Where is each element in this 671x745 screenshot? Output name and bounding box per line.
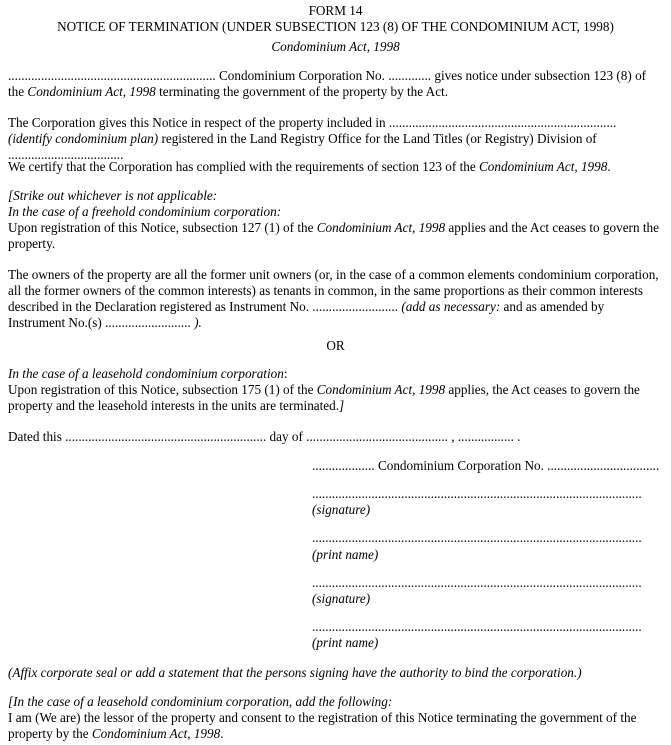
paragraph-property: The Corporation gives this Notice in respect of the property included in ..................................................................... (identify condominium plan) registered in the Land Registry Office for the Land Titles (or Registry) Division of ...................................: [8, 115, 617, 162]
freehold-text: Upon registration of this Notice, subsection 127 (1) of the Condominium Act, 1998 applies and the Act ceases to govern the property.: [8, 220, 659, 251]
lessor-section: [8, 694, 663, 742]
signature-line-2: ....................................................................................................: [312, 575, 642, 590]
signature-line-1: ....................................................................................................: [312, 486, 642, 501]
leasehold-text: Upon registration of this Notice, subsection 175 (1) of the Condominium Act, 1998 applies, the Act ceases to govern the property and the leasehold interests in the units are terminated.]: [8, 382, 640, 413]
print-name-label-2: (print name): [312, 635, 379, 650]
strike-instruction: [Strike out whichever is not applicable:: [8, 188, 218, 203]
paragraph-owners: The owners of the property are all the former unit owners (or, in the case of a common elements condominium corporation, all the former owners of the common interests) as tenants in common, in the same proportions as their common interests described in the Declaration registered as Instrument No. .......................... (add as necessary: and as amended by Instrument No.(s) .......................... ).: [8, 267, 659, 330]
print-name-line-2: ....................................................................................................: [312, 619, 642, 634]
lessor-consent-text: I am (We are) the lessor of the property and consent to the registration of this Notice terminating the government of the property by the Condominium Act, 1998.: [8, 710, 637, 741]
leasehold-heading: In the case of a leasehold condominium corporation:: [8, 366, 288, 381]
dated-line: Dated this ............................................................. day of ........................................... , ................. .: [8, 429, 521, 444]
form-title: NOTICE OF TERMINATION (UNDER SUBSECTION 123 (8) OF THE CONDOMINIUM ACT, 1998): [57, 19, 614, 34]
freehold-section: [8, 188, 663, 252]
freehold-heading: In the case of a freehold condominium corporation:: [8, 204, 282, 219]
leasehold-section: [8, 366, 663, 414]
print-name-line-1: ....................................................................................................: [312, 530, 642, 545]
form-number: FORM 14: [308, 3, 363, 18]
paragraph-certification: We certify that the Corporation has complied with the requirements of section 123 of the Condominium Act, 1998.: [8, 159, 611, 174]
paragraph-corporation-notice: ............................................................... Condominium Corporation No. ............. gives notice under subsection 123 (8) of the Condominium Act, 1998 terminating the government of the property by the Act.: [8, 68, 647, 99]
affix-instruction: (Affix corporate seal or add a statement that the persons signing have the authority to bind the corporation.): [8, 665, 582, 680]
lessor-heading: [In the case of a leasehold condominium corporation, add the following:: [8, 694, 393, 709]
print-name-label-1: (print name): [312, 547, 379, 562]
signature-label-1: (signature): [312, 502, 371, 517]
signature-label-2: (signature): [312, 591, 371, 606]
or-separator: OR: [326, 338, 345, 353]
corporation-number-line: ................... Condominium Corporation No. ..................................: [312, 458, 660, 473]
act-subtitle: Condominium Act, 1998: [271, 39, 400, 54]
